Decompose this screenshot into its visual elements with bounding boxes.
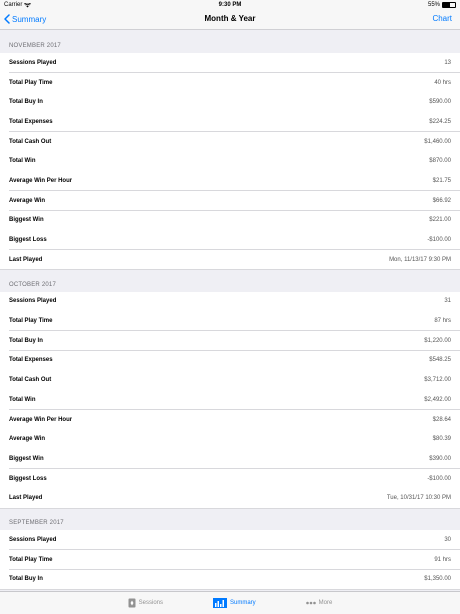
stat-label: Sessions Played — [9, 298, 57, 305]
stat-value: -$100.00 — [427, 475, 451, 482]
battery-icon — [442, 2, 456, 8]
section-group — [0, 292, 460, 509]
stat-row — [0, 410, 460, 430]
stat-label: Sessions Played — [9, 536, 57, 543]
stat-row — [0, 292, 460, 312]
stat-row — [0, 112, 460, 132]
sessions-icon — [128, 598, 136, 608]
stat-row — [0, 469, 460, 489]
stat-value: $390.00 — [429, 455, 451, 462]
stat-value: Mon, 11/13/17 9:30 PM — [389, 256, 451, 263]
stat-row — [0, 550, 460, 570]
section-group — [0, 530, 460, 589]
tab-more-label: More — [318, 600, 333, 606]
stat-label: Average Win — [9, 197, 46, 204]
stat-row — [0, 53, 460, 73]
stat-label: Total Buy In — [9, 337, 43, 344]
page-title: Month & Year — [204, 14, 256, 23]
stat-value: 87 hrs — [434, 318, 451, 325]
stat-value: Tue, 10/31/17 10:30 PM — [386, 495, 451, 502]
stat-row — [0, 211, 460, 231]
tab-summary-label: Summary — [230, 600, 256, 606]
stat-row — [0, 530, 460, 550]
stat-label: Total Cash Out — [9, 377, 52, 384]
stat-value: $221.00 — [429, 217, 451, 224]
stat-row — [0, 191, 460, 211]
stat-label: Biggest Win — [9, 455, 44, 462]
stat-row — [0, 331, 460, 351]
stat-value: $224.25 — [429, 118, 451, 125]
stat-row — [0, 370, 460, 390]
stat-row — [0, 390, 460, 410]
stat-label: Total Play Time — [9, 556, 53, 563]
stat-value: 30 — [444, 536, 451, 543]
stat-value: 40 hrs — [434, 79, 451, 86]
stat-value: $870.00 — [429, 158, 451, 165]
section-header: NOVEMBER 2017 — [0, 31, 460, 53]
stat-label: Average Win Per Hour — [9, 416, 73, 423]
stat-value: -$100.00 — [427, 237, 451, 244]
stat-label: Last Played — [9, 495, 43, 502]
stat-row — [0, 311, 460, 331]
stat-value: $3,712.00 — [424, 377, 451, 384]
stat-label: Total Buy In — [9, 99, 43, 106]
tab-sessions-label: Sessions — [138, 600, 163, 606]
stat-value: $28.64 — [432, 416, 451, 423]
stat-value: $80.39 — [432, 436, 451, 443]
stat-row — [0, 132, 460, 152]
stat-label: Total Win — [9, 396, 36, 403]
stat-row — [0, 92, 460, 112]
stat-label: Total Cash Out — [9, 138, 52, 145]
stat-label: Total Play Time — [9, 318, 53, 325]
stat-label: Total Expenses — [9, 118, 53, 125]
stat-row — [0, 429, 460, 449]
stat-row — [0, 171, 460, 191]
stat-value: $590.00 — [429, 99, 451, 106]
section-header: OCTOBER 2017 — [0, 270, 460, 292]
tab-bar — [0, 591, 460, 614]
carrier-label: Carrier — [4, 2, 23, 8]
section-header: SEPTEMBER 2017 — [0, 508, 460, 530]
stat-label: Total Buy In — [9, 576, 43, 583]
section-group — [0, 53, 460, 270]
more-icon — [306, 601, 316, 605]
stat-label: Total Play Time — [9, 79, 53, 86]
back-button-label: Summary — [12, 14, 47, 24]
stat-value: $1,220.00 — [424, 337, 451, 344]
stat-row — [0, 73, 460, 93]
stat-value: $1,350.00 — [424, 576, 451, 583]
stat-value: $66.92 — [432, 197, 451, 204]
stat-label: Biggest Loss — [9, 475, 47, 482]
stat-row — [0, 250, 460, 270]
stat-value: $548.25 — [429, 357, 451, 364]
stat-label: Average Win Per Hour — [9, 177, 73, 184]
stat-label: Last Played — [9, 256, 43, 263]
navigation-bar — [0, 10, 460, 30]
stat-label: Average Win — [9, 436, 46, 443]
summary-chart-icon — [213, 598, 227, 608]
stat-row — [0, 570, 460, 590]
stat-row — [0, 230, 460, 250]
tab-more[interactable] — [306, 600, 333, 606]
chart-button[interactable]: Chart — [432, 14, 452, 23]
tab-sessions[interactable] — [128, 598, 163, 608]
stat-label: Total Expenses — [9, 357, 53, 364]
stat-value: 13 — [444, 59, 451, 66]
stat-row — [0, 151, 460, 171]
stat-row — [0, 488, 460, 508]
status-time: 9:30 PM — [218, 2, 242, 8]
stat-value: $2,492.00 — [424, 396, 451, 403]
stat-label: Total Win — [9, 158, 36, 165]
status-bar — [0, 0, 460, 10]
stat-value: $21.75 — [432, 177, 451, 184]
stat-label: Biggest Win — [9, 217, 44, 224]
stat-label: Sessions Played — [9, 59, 57, 66]
stats-table[interactable] — [0, 31, 460, 591]
stat-value: $1,460.00 — [424, 138, 451, 145]
stat-row — [0, 449, 460, 469]
stat-value: 91 hrs — [434, 556, 451, 563]
battery-info — [428, 2, 456, 8]
battery-percent: 55% — [427, 2, 440, 8]
tab-summary[interactable] — [213, 598, 256, 608]
stat-value: 31 — [444, 298, 451, 305]
stat-row — [0, 351, 460, 371]
stat-label: Biggest Loss — [9, 237, 47, 244]
